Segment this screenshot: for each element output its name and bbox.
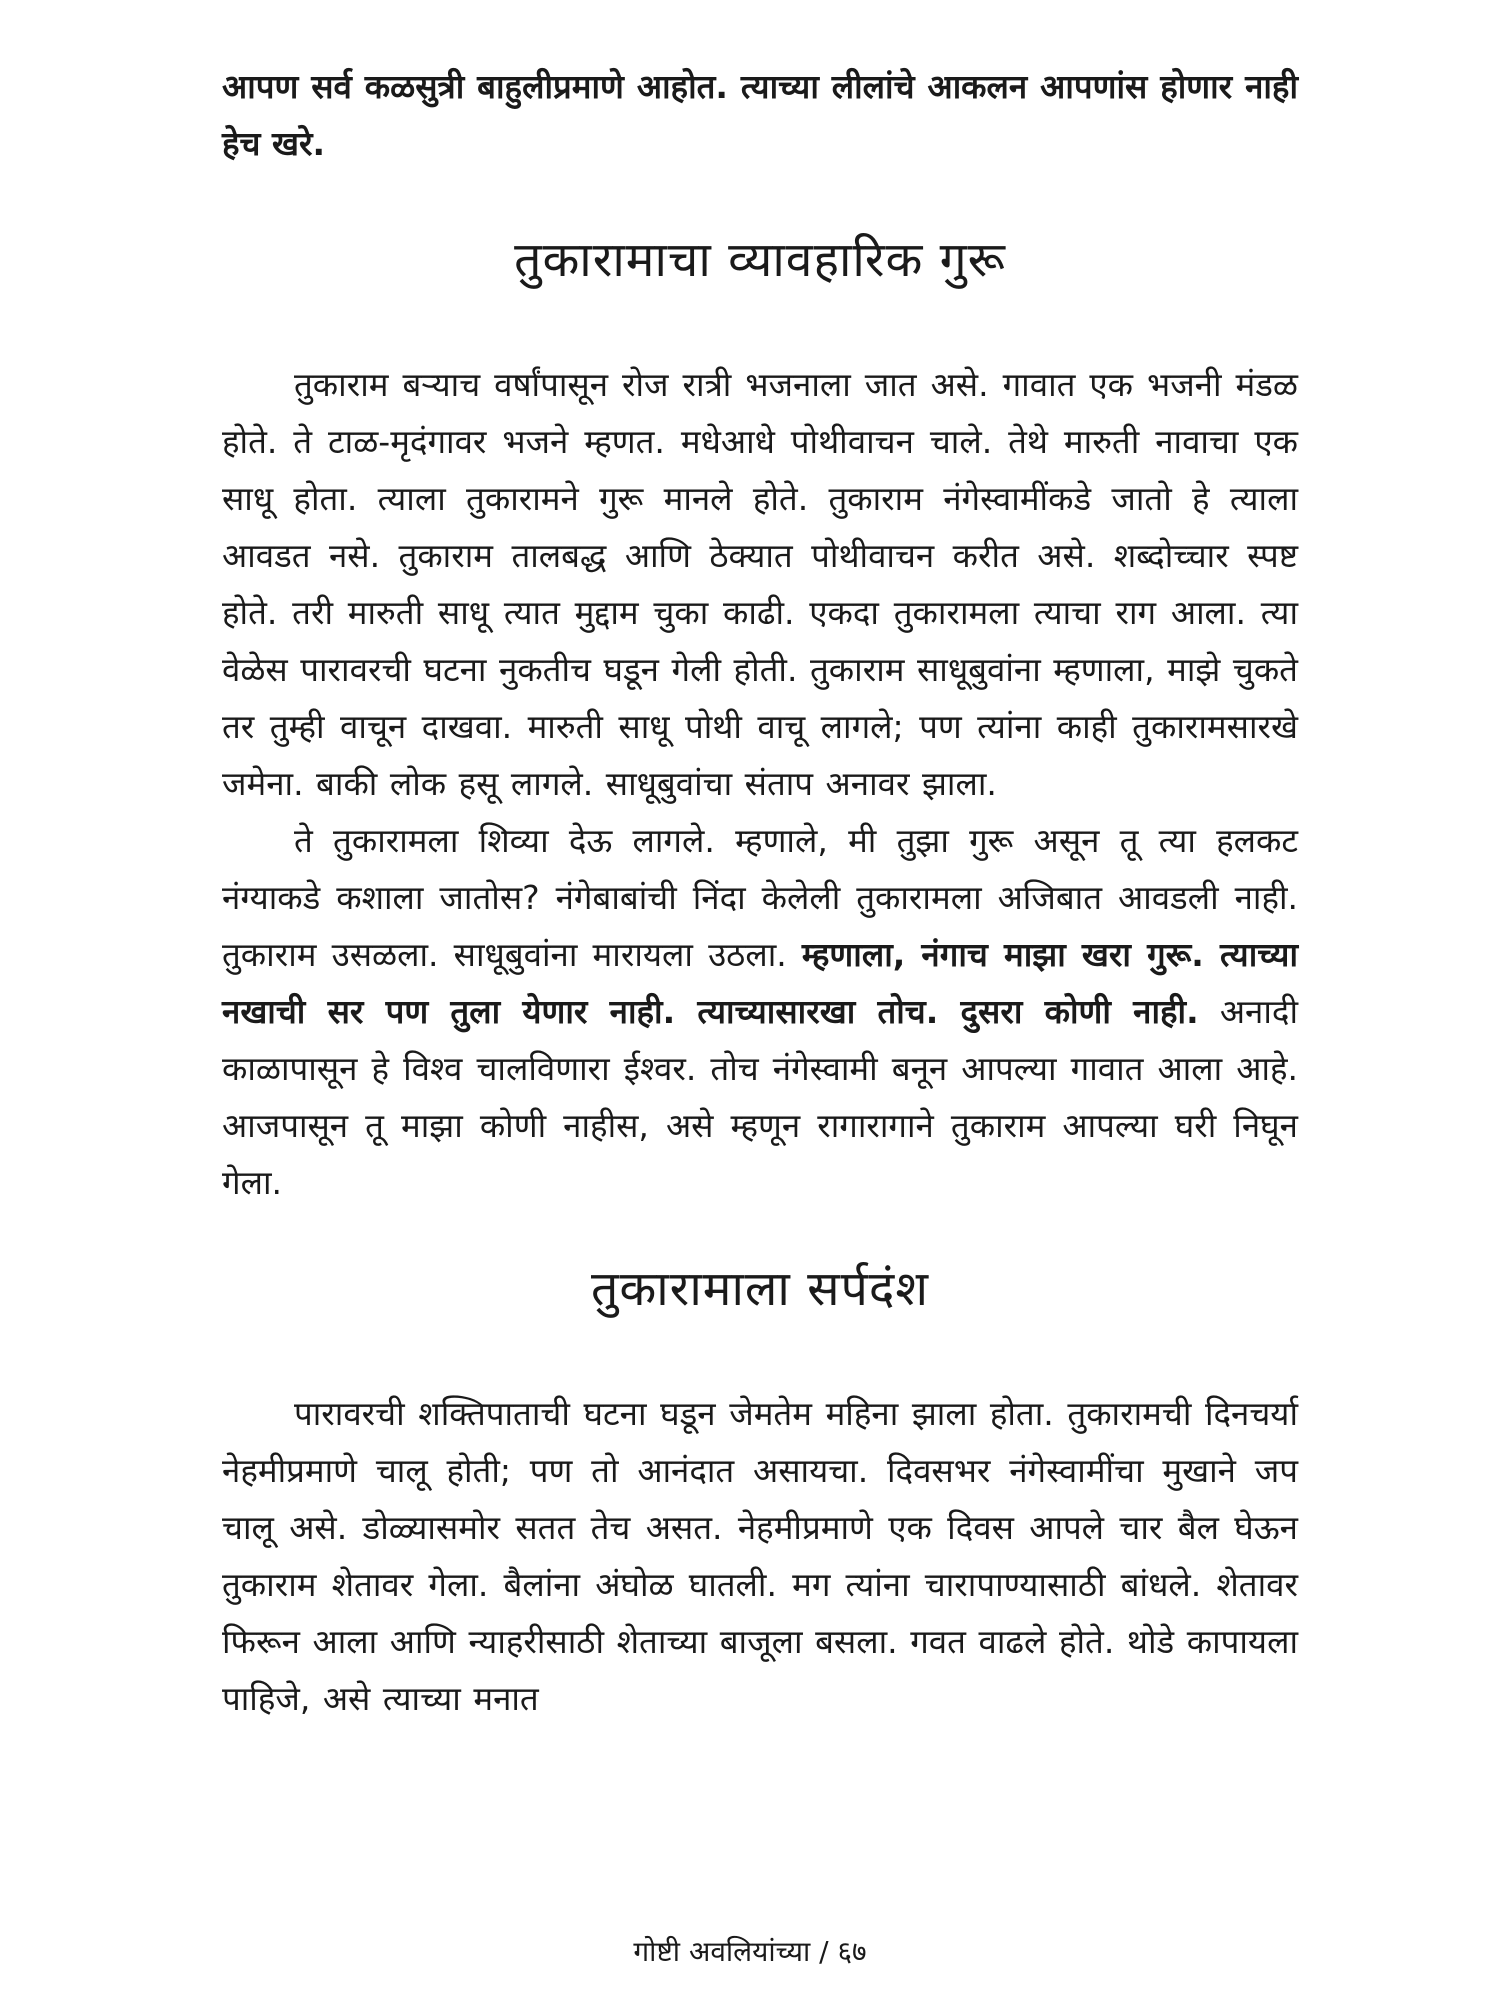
- section-title-practical-guru: तुकारामाचा व्यावहारिक गुरू: [514, 232, 1006, 288]
- para2-text-start: ते तुकारामला शिव्या देऊ लागले. म्हणाले, मी तुझा गुरू असून तू त्या हलकट नंग्याकडे कशाला जातोस? नंगेबाबांची निंदा केलेली तुकारामला अजिबात आवडली नाही. तुकाराम उसळला. साधूबुवांना मारायला उठला.: [222, 821, 1298, 974]
- intro-paragraph: आपण सर्व कळसुत्री बाहुलीप्रमाणे आहोत. त्याच्या लीलांचे आकलन आपणांस होणार नाही हेच खरे.: [222, 67, 1298, 163]
- para2-bold-quote: म्हणाला, नंगाच माझा खरा गुरू. त्याच्या नखाची सर पण तुला येणार नाही. त्याच्यासारखा तोच. दुसरा कोणी नाही.: [222, 935, 1298, 1031]
- section2-paragraph-1: पारावरची शक्तिपाताची घटना घडून जेमतेम महिना झाला होता. तुकारामची दिनचर्या नेहमीप्रमाणे चालू होती; पण तो आनंदात असायचा. दिवसभर नंगेस्वामींचा मुखाने जप चालू असे. डोळ्यासमोर सतत तेच असत. नेहमीप्रमाणे एक दिवस आपले चार बैल घेऊन तुकाराम शेतावर गेला. बैलांना अंघोळ घातली. मग त्यांना चारापाण्यासाठी बांधले. शेतावर फिरून आला आणि न्याहरीसाठी शेताच्या बाजूला बसला. गवत वाढले होते. थोडे कापायला पाहिजे, असे त्याच्या मनात: [222, 1394, 1298, 1718]
- page-content: [222, 58, 1298, 1727]
- para2-text-end: अनादी काळापासून हे विश्व चालविणारा ईश्वर. तोच नंगेस्वामी बनून आपल्या गावात आला आहे. आजपासून तू माझा कोणी नाहीस, असे म्हणून रागारागाने तुकाराम आपल्या घरी निघून गेला.: [222, 992, 1298, 1202]
- page-footer: गोष्टी अवलियांच्या / ६७: [633, 1935, 867, 1968]
- section1-paragraph-1: तुकाराम बऱ्याच वर्षांपासून रोज रात्री भजनाला जात असे. गावात एक भजनी मंडळ होते. ते टाळ-मृदंगावर भजने म्हणत. मधेआधे पोथीवाचन चाले. तेथे मारुती नावाचा एक साधू होता. त्याला तुकारामने गुरू मानले होते. तुकाराम नंगेस्वामींकडे जातो हे त्याला आवडत नसे. तुकाराम तालबद्ध आणि ठेक्यात पोथीवाचन करीत असे. शब्दोच्चार स्पष्ट होते. तरी मारुती साधू त्यात मुद्दाम चुका काढी. एकदा तुकारामला त्याचा राग आला. त्या वेळेस पारावरची घटना नुकतीच घडून गेली होती. तुकाराम साधूबुवांना म्हणाला, माझे चुकते तर तुम्ही वाचून दाखवा. मारुती साधू पोथी वाचू लागले; पण त्यांना काही तुकारामसारखे जमेना. बाकी लोक हसू लागले. साधूबुवांचा संताप अनावर झाला.: [222, 365, 1298, 803]
- section1-paragraph-2: [222, 812, 1298, 1211]
- section-title-snakebite: तुकारामाला सर्पदंश: [591, 1261, 929, 1317]
